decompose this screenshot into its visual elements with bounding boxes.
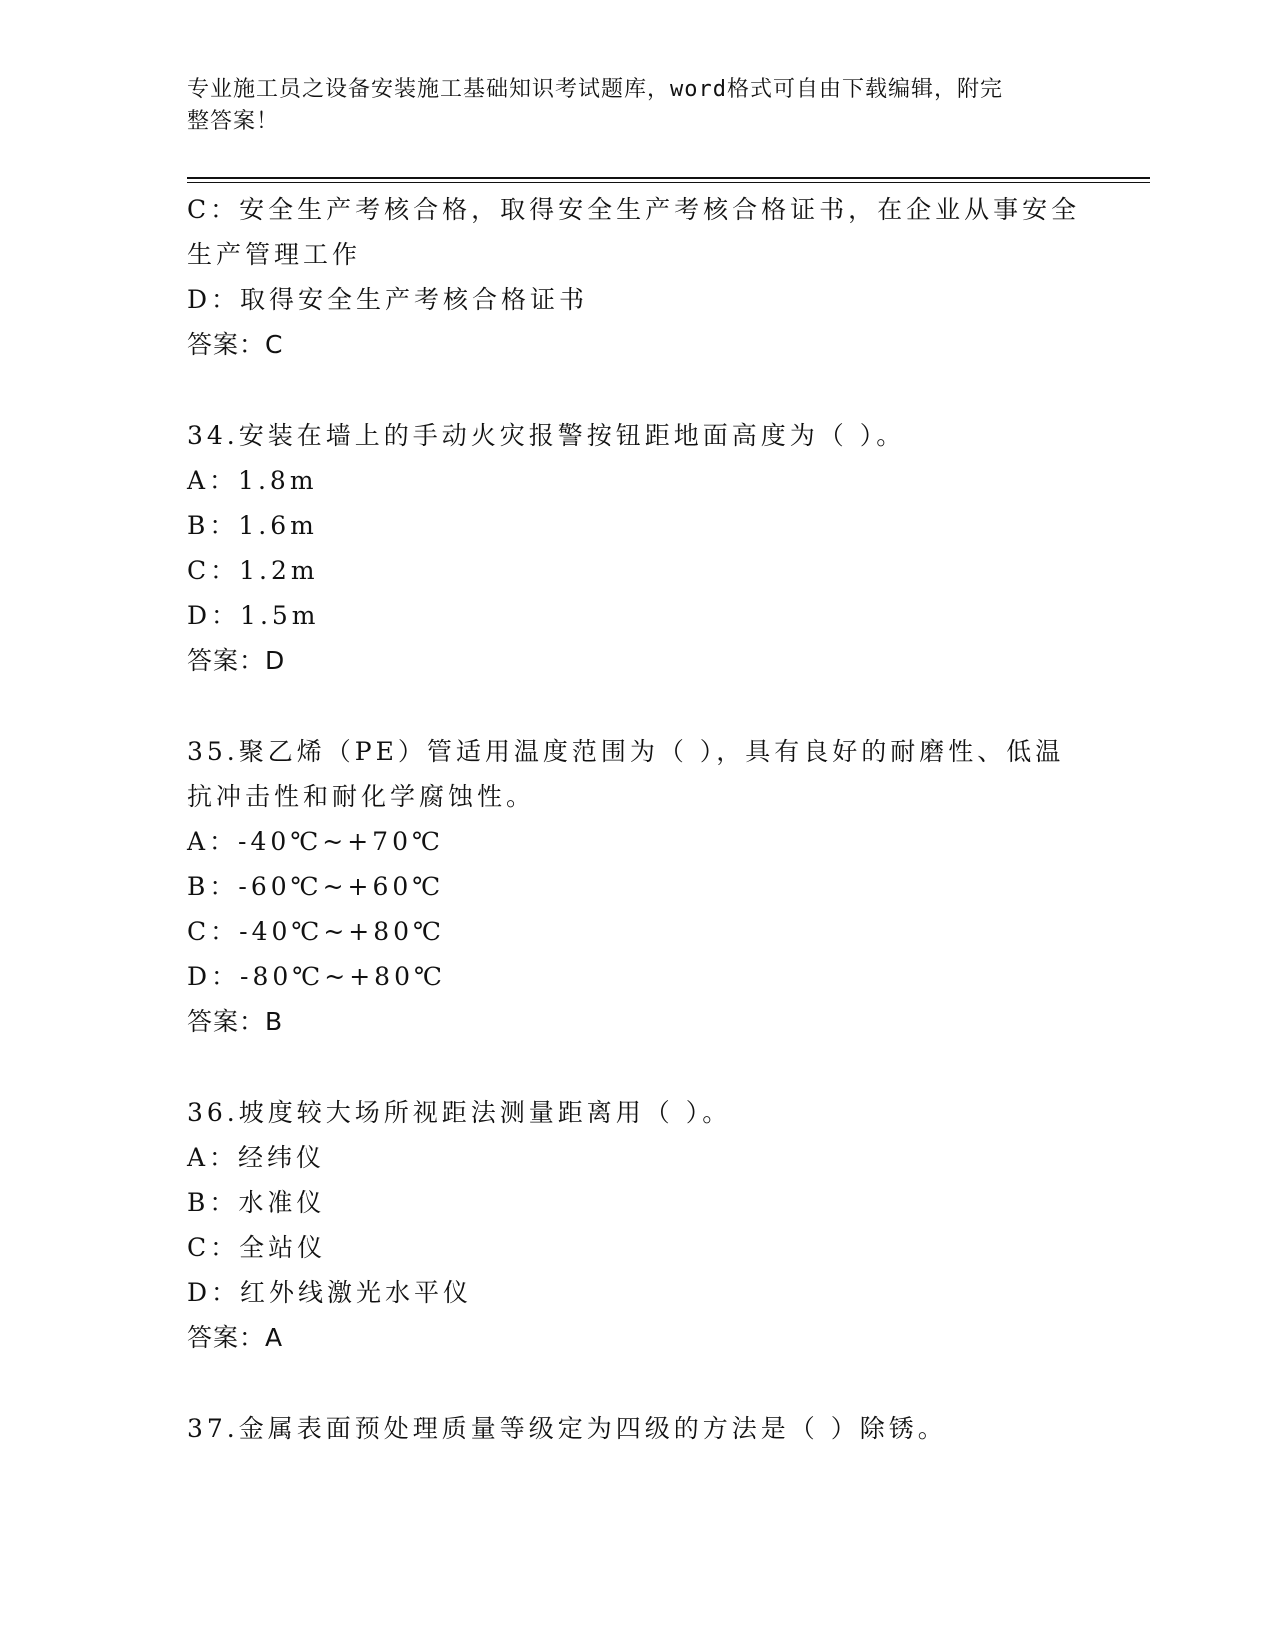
answer-33: 答案：C [187,330,284,359]
answer-35: 答案：B [187,1007,284,1036]
option-a: A：1.8m [187,466,318,495]
option-c: C：全站仪 [187,1233,327,1262]
document-header [187,74,1087,138]
option-c: C：安全生产考核合格，取得安全生产考核合格证书，在企业从事安全 [187,195,1081,224]
option-d: D：红外线激光水平仪 [187,1278,473,1307]
answer-34: 答案：D [187,646,286,675]
question-35 [187,729,1087,1045]
header-line-1: 专业施工员之设备安装施工基础知识考试题库，word格式可自由下载编辑，附完 [187,77,1003,102]
question-33-tail [187,187,1087,368]
option-d: D：1.5m [187,601,320,630]
question-list [187,187,1087,1451]
option-d: D：-80℃~+80℃ [187,962,446,991]
option-b: B：-60℃~+60℃ [187,872,445,901]
option-c: C：1.2m [187,556,319,585]
option-b: B：水准仪 [187,1188,326,1217]
option-d: D：取得安全生产考核合格证书 [187,285,589,314]
option-b: B：1.6m [187,511,318,540]
question-stem: 35.聚乙烯（PE）管适用温度范围为（ ），具有良好的耐磨性、低温 [187,737,1065,766]
option-a: A：经纬仪 [187,1143,326,1172]
question-36 [187,1090,1087,1361]
header-rule-thin [187,182,1150,183]
question-stem: 36.坡度较大场所视距法测量距离用（ ）。 [187,1098,732,1127]
question-stem: 34.安装在墙上的手动火灾报警按钮距地面高度为（ ）。 [187,421,906,450]
header-line-2: 整答案！ [187,109,280,134]
option-a: A：-40℃~+70℃ [187,827,444,856]
option-c: C：-40℃~+80℃ [187,917,446,946]
question-34 [187,413,1087,684]
question-37 [187,1406,1087,1451]
option-c-continued: 生产管理工作 [187,240,362,269]
question-stem: 37.金属表面预处理质量等级定为四级的方法是（ ）除锈。 [187,1414,947,1443]
question-stem-continued: 抗冲击性和耐化学腐蚀性。 [187,782,536,811]
answer-36: 答案：A [187,1323,284,1352]
header-rule-thick [187,177,1150,179]
